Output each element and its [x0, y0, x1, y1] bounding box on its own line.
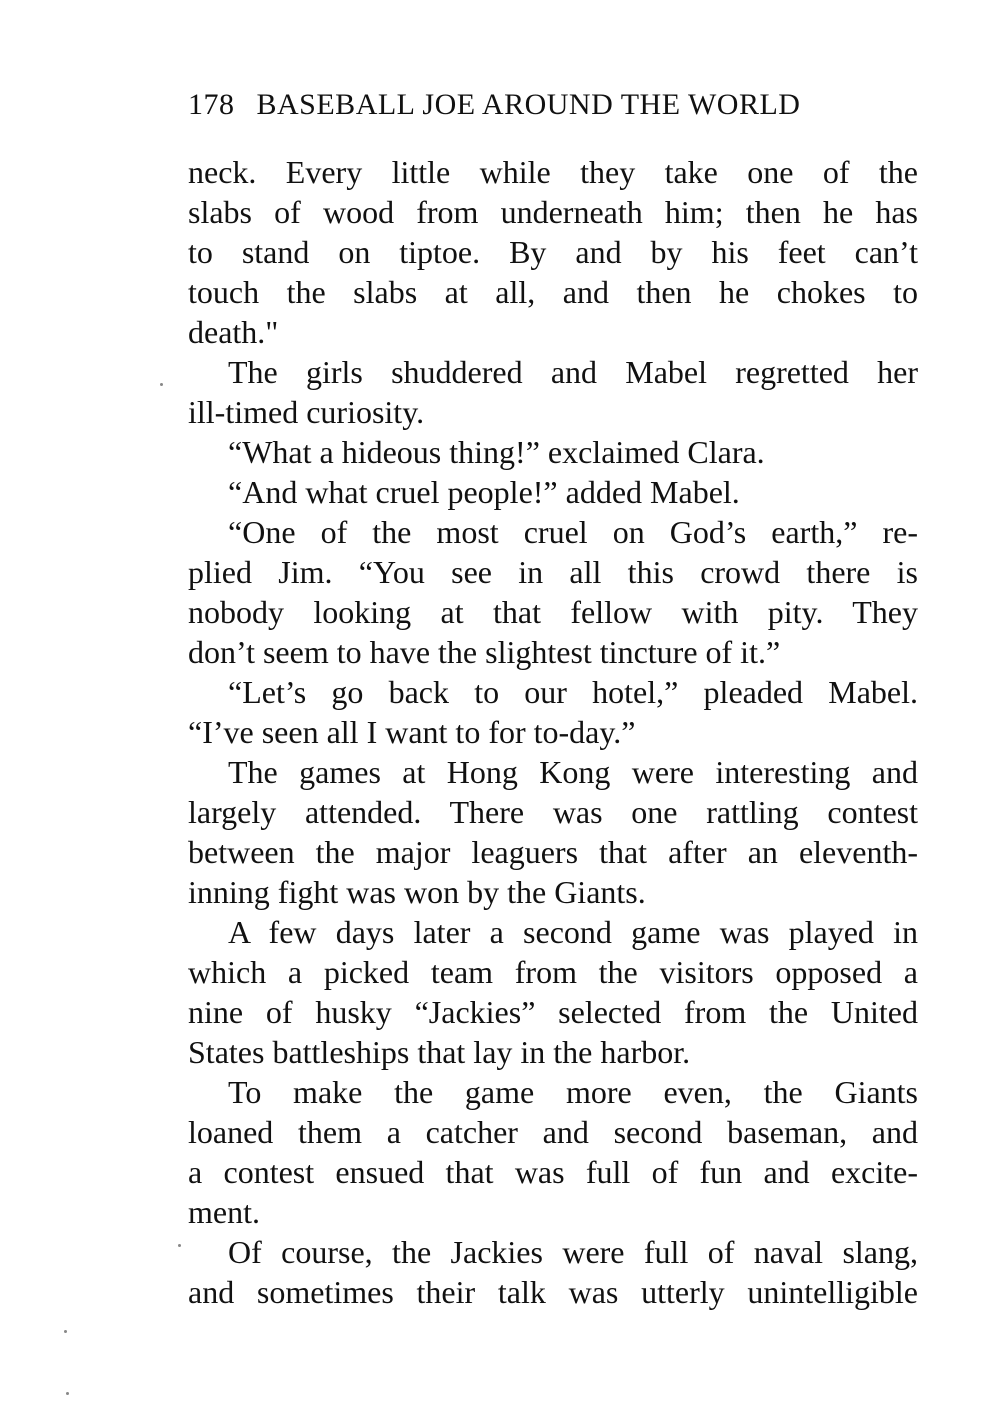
text-line: A few days later a second game was played in [228, 914, 918, 950]
text-line: “And what cruel people!” added Mabel. [228, 474, 740, 510]
text-line: touch the slabs at all, and then he chokes to [188, 274, 918, 310]
text-line: The girls shuddered and Mabel regretted her [228, 354, 918, 390]
text-line: “I’ve seen all I want to for to-day.” [188, 714, 636, 750]
text-line: “What a hideous thing!” exclaimed Clara. [228, 434, 765, 470]
stray-mark [66, 1392, 69, 1395]
text-line: which a picked team from the visitors opposed a [188, 954, 918, 990]
text-line: “One of the most cruel on God’s earth,” re- [228, 514, 918, 550]
text-line: to stand on tiptoe. By and by his feet can’t [188, 234, 918, 270]
text-line: inning fight was won by the Giants. [188, 874, 646, 910]
text-line: ment. [188, 1194, 260, 1230]
text-line: Of course, the Jackies were full of naval slang, [228, 1234, 918, 1270]
stray-mark [64, 1330, 67, 1333]
text-line: between the major leaguers that after an eleventh- [188, 834, 918, 870]
text-line: don’t seem to have the slightest tincture of it.” [188, 634, 781, 670]
stray-mark [178, 1244, 181, 1247]
stray-mark [160, 383, 163, 386]
text-line: largely attended. There was one rattling contest [188, 794, 918, 830]
text-line: States battleships that lay in the harbor. [188, 1034, 691, 1070]
text-line: neck. Every little while they take one of the [188, 154, 918, 190]
text-line: “Let’s go back to our hotel,” pleaded Mabel. [228, 674, 918, 710]
page-number: 178 [188, 88, 235, 121]
text-line: and sometimes their talk was utterly unintelligible [188, 1274, 918, 1310]
text-line: a contest ensued that was full of fun and excite- [188, 1154, 918, 1190]
body-text [188, 152, 918, 1312]
text-line: The games at Hong Kong were interesting and [228, 754, 918, 790]
text-line: ill-timed curiosity. [188, 394, 425, 430]
text-line: nine of husky “Jackies” selected from the United [188, 994, 918, 1030]
text-line: plied Jim. “You see in all this crowd there is [188, 554, 918, 590]
running-title: BASEBALL JOE AROUND THE WORLD [256, 88, 801, 121]
text-line: nobody looking at that fellow with pity. They [188, 594, 918, 630]
running-header [188, 88, 918, 122]
text-line: death." [188, 314, 279, 350]
text-line: To make the game more even, the Giants [228, 1074, 918, 1110]
text-line: loaned them a catcher and second baseman, and [188, 1114, 918, 1150]
text-line: slabs of wood from underneath him; then he has [188, 194, 918, 230]
